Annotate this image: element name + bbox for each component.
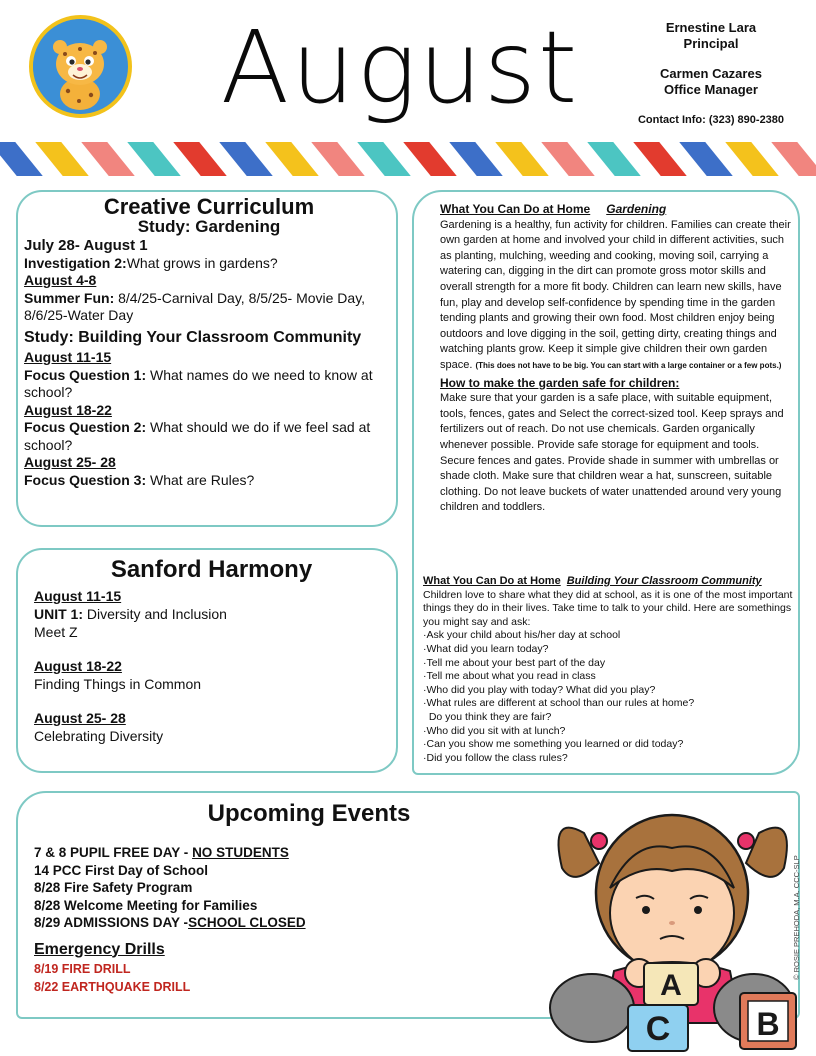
home-community-section [423,575,795,765]
contact-info: Contact Info: (323) 890-2380 [637,114,785,126]
home-community-item: ·Can you show me something you learned or did today? [423,738,684,751]
emergency-drills-heading: Emergency Drills [34,940,165,958]
harmony-title: Sanford Harmony [110,556,313,583]
stripe [722,138,782,180]
home-community-item: Do you think they are fair? [423,710,552,723]
study-community-heading: Study: Building Your Classroom Community [24,328,362,346]
week3-dates: August 11-15 [24,349,112,365]
stripe [262,138,322,180]
home-community-item: ·Who did you play with today? What did you play? [423,683,656,696]
stripe [400,138,460,180]
stripe [630,138,690,180]
garden-safety-body: Make sure that your garden is a safe place, with suitable equipment, tools, fences, gates and Select the correct-sized tool. Keep sprays and fertilizers out of reach. Do not use chemicals. Garden organically whenever possible. Provide safe storage for equipment and tools. Secure fences and gates. Provide shade in summer with umbrellas or shade cloth. Make sure that children wear a hat, sunscreen, suitable clothing. Do not leave buckets of water unattended around very young children and toddlers. [440,392,784,514]
event-item: 14 PCC First Day of School [34,862,209,878]
week2-line: Summer Fun: 8/4/25-Carnival Day, 8/5/25- Movie Day, 8/6/25-Water Day [24,289,366,323]
event-item: 7 & 8 PUPIL FREE DAY - NO STUDENTS [34,845,289,860]
drill-item: 8/19 FIRE DRILL [34,961,131,976]
harmony-week2-line: Finding Things in Common [34,676,202,692]
office-manager-role: Office Manager [664,82,758,97]
events-title: Upcoming Events [207,800,411,827]
staff-info [626,20,796,128]
girl-with-blocks-icon [544,793,802,1053]
harmony-week1-dates: August 11-15 [34,588,122,604]
stripe [32,138,92,180]
harmony-week3-dates: August 25- 28 [34,710,126,726]
home-community-heading: What You Can Do at Home Building Your Classroom Community [423,575,762,587]
week4-dates: August 18-22 [24,401,112,418]
home-community-item: ·Tell me about your best part of the day [423,656,606,669]
principal-name: Ernestine Lara [665,20,757,35]
week5-line: Focus Question 3: What are Rules? [24,471,255,488]
stripe [308,138,368,180]
page-title: August [220,9,580,126]
stripe [538,138,598,180]
curriculum-title: Creative Curriculum [103,194,315,219]
home-community-item: ·Who did you sit with at lunch? [423,724,566,737]
harmony-week2-dates: August 18-22 [34,658,122,674]
home-community-item: ·Ask your child about his/her day at school [423,629,621,642]
harmony-week3-line: Celebrating Diversity [34,728,164,744]
block-letter-c: C [645,1010,671,1048]
harmony-content [34,556,389,745]
event-item: 8/28 Fire Safety Program [34,880,193,895]
credit-text: © ROSIE PREHODA, M.A. CCC-SLP [792,855,801,980]
week5-dates: August 25- 28 [24,454,116,470]
stripe [216,138,276,180]
home-gardening-section [440,202,792,516]
stripe [354,138,414,180]
week1-dates: July 28- August 1 [24,237,148,254]
illustration-credit [788,830,804,980]
stripe [124,138,184,180]
leopard-mascot-icon [33,19,128,114]
week3-line: Focus Question 1: What names do we need to know at school? [24,366,373,400]
week4-line: Focus Question 2: What should we do if we feel sad at school? [24,419,371,453]
decorative-stripe-band [0,138,816,180]
week2-dates: August 4-8 [24,272,97,288]
harmony-week1-line: UNIT 1: Diversity and Inclusion [34,606,227,622]
block-letter-b: B [756,1006,780,1042]
stripe [446,138,506,180]
home-community-intro: Children love to share what they did at school, as it is one of the most important things they do in their lives. Take time to talk to your child. Here are somethings you might say and ask: [423,588,793,628]
home-community-item: ·Tell me about what you read in class [423,670,596,683]
office-manager-name: Carmen Cazares [660,66,762,81]
garden-safety-heading: How to make the garden safe for children: [440,375,680,390]
home-gardening-body: Gardening is a healthy, fun activity for children. Families can create their own garden at home and involved your child in different activities, such as planting, mulching, weeding and cooking, moving soil, carrying a watering can, digging in the dirt can promote gross motor skills and overall strength for a more fit body. Children can learn new skills, have fun, play and develop self-confidence by spending time in the garden tending plants and growing their own food. Most children enjoy being outdoors and love digging in the soil, getting dirty, creating things and watching plants grow. Keep it simple give children their own garden space. (This does not have to be big. You can start with a large container or a few pots.) [440,218,791,371]
stripe [170,138,230,180]
event-item: 8/29 ADMISSIONS DAY -SCHOOL CLOSED [34,915,306,930]
stripe [492,138,552,180]
drill-item: 8/22 EARTHQUAKE DRILL [34,979,191,994]
home-community-item: ·What rules are different at school than our rules at home? [423,697,695,710]
home-community-item: ·What did you learn today? [423,642,549,655]
stripe [78,138,138,180]
school-logo [29,15,132,118]
harmony-week1-sub: Meet Z [34,624,78,640]
home-community-item: ·Did you follow the class rules? [423,751,568,764]
block-letter-a: A [660,969,682,1002]
events-content [34,800,544,996]
event-item: 8/28 Welcome Meeting for Families [34,897,258,913]
stripe [584,138,644,180]
principal-role: Principal [683,36,739,51]
week1-line: Investigation 2:What grows in gardens? [24,254,278,271]
study-gardening-heading: Study: Gardening [137,216,281,236]
curriculum-content [24,194,394,489]
stripe [676,138,736,180]
home-gardening-heading: What You Can Do at Home Gardening [440,202,667,216]
